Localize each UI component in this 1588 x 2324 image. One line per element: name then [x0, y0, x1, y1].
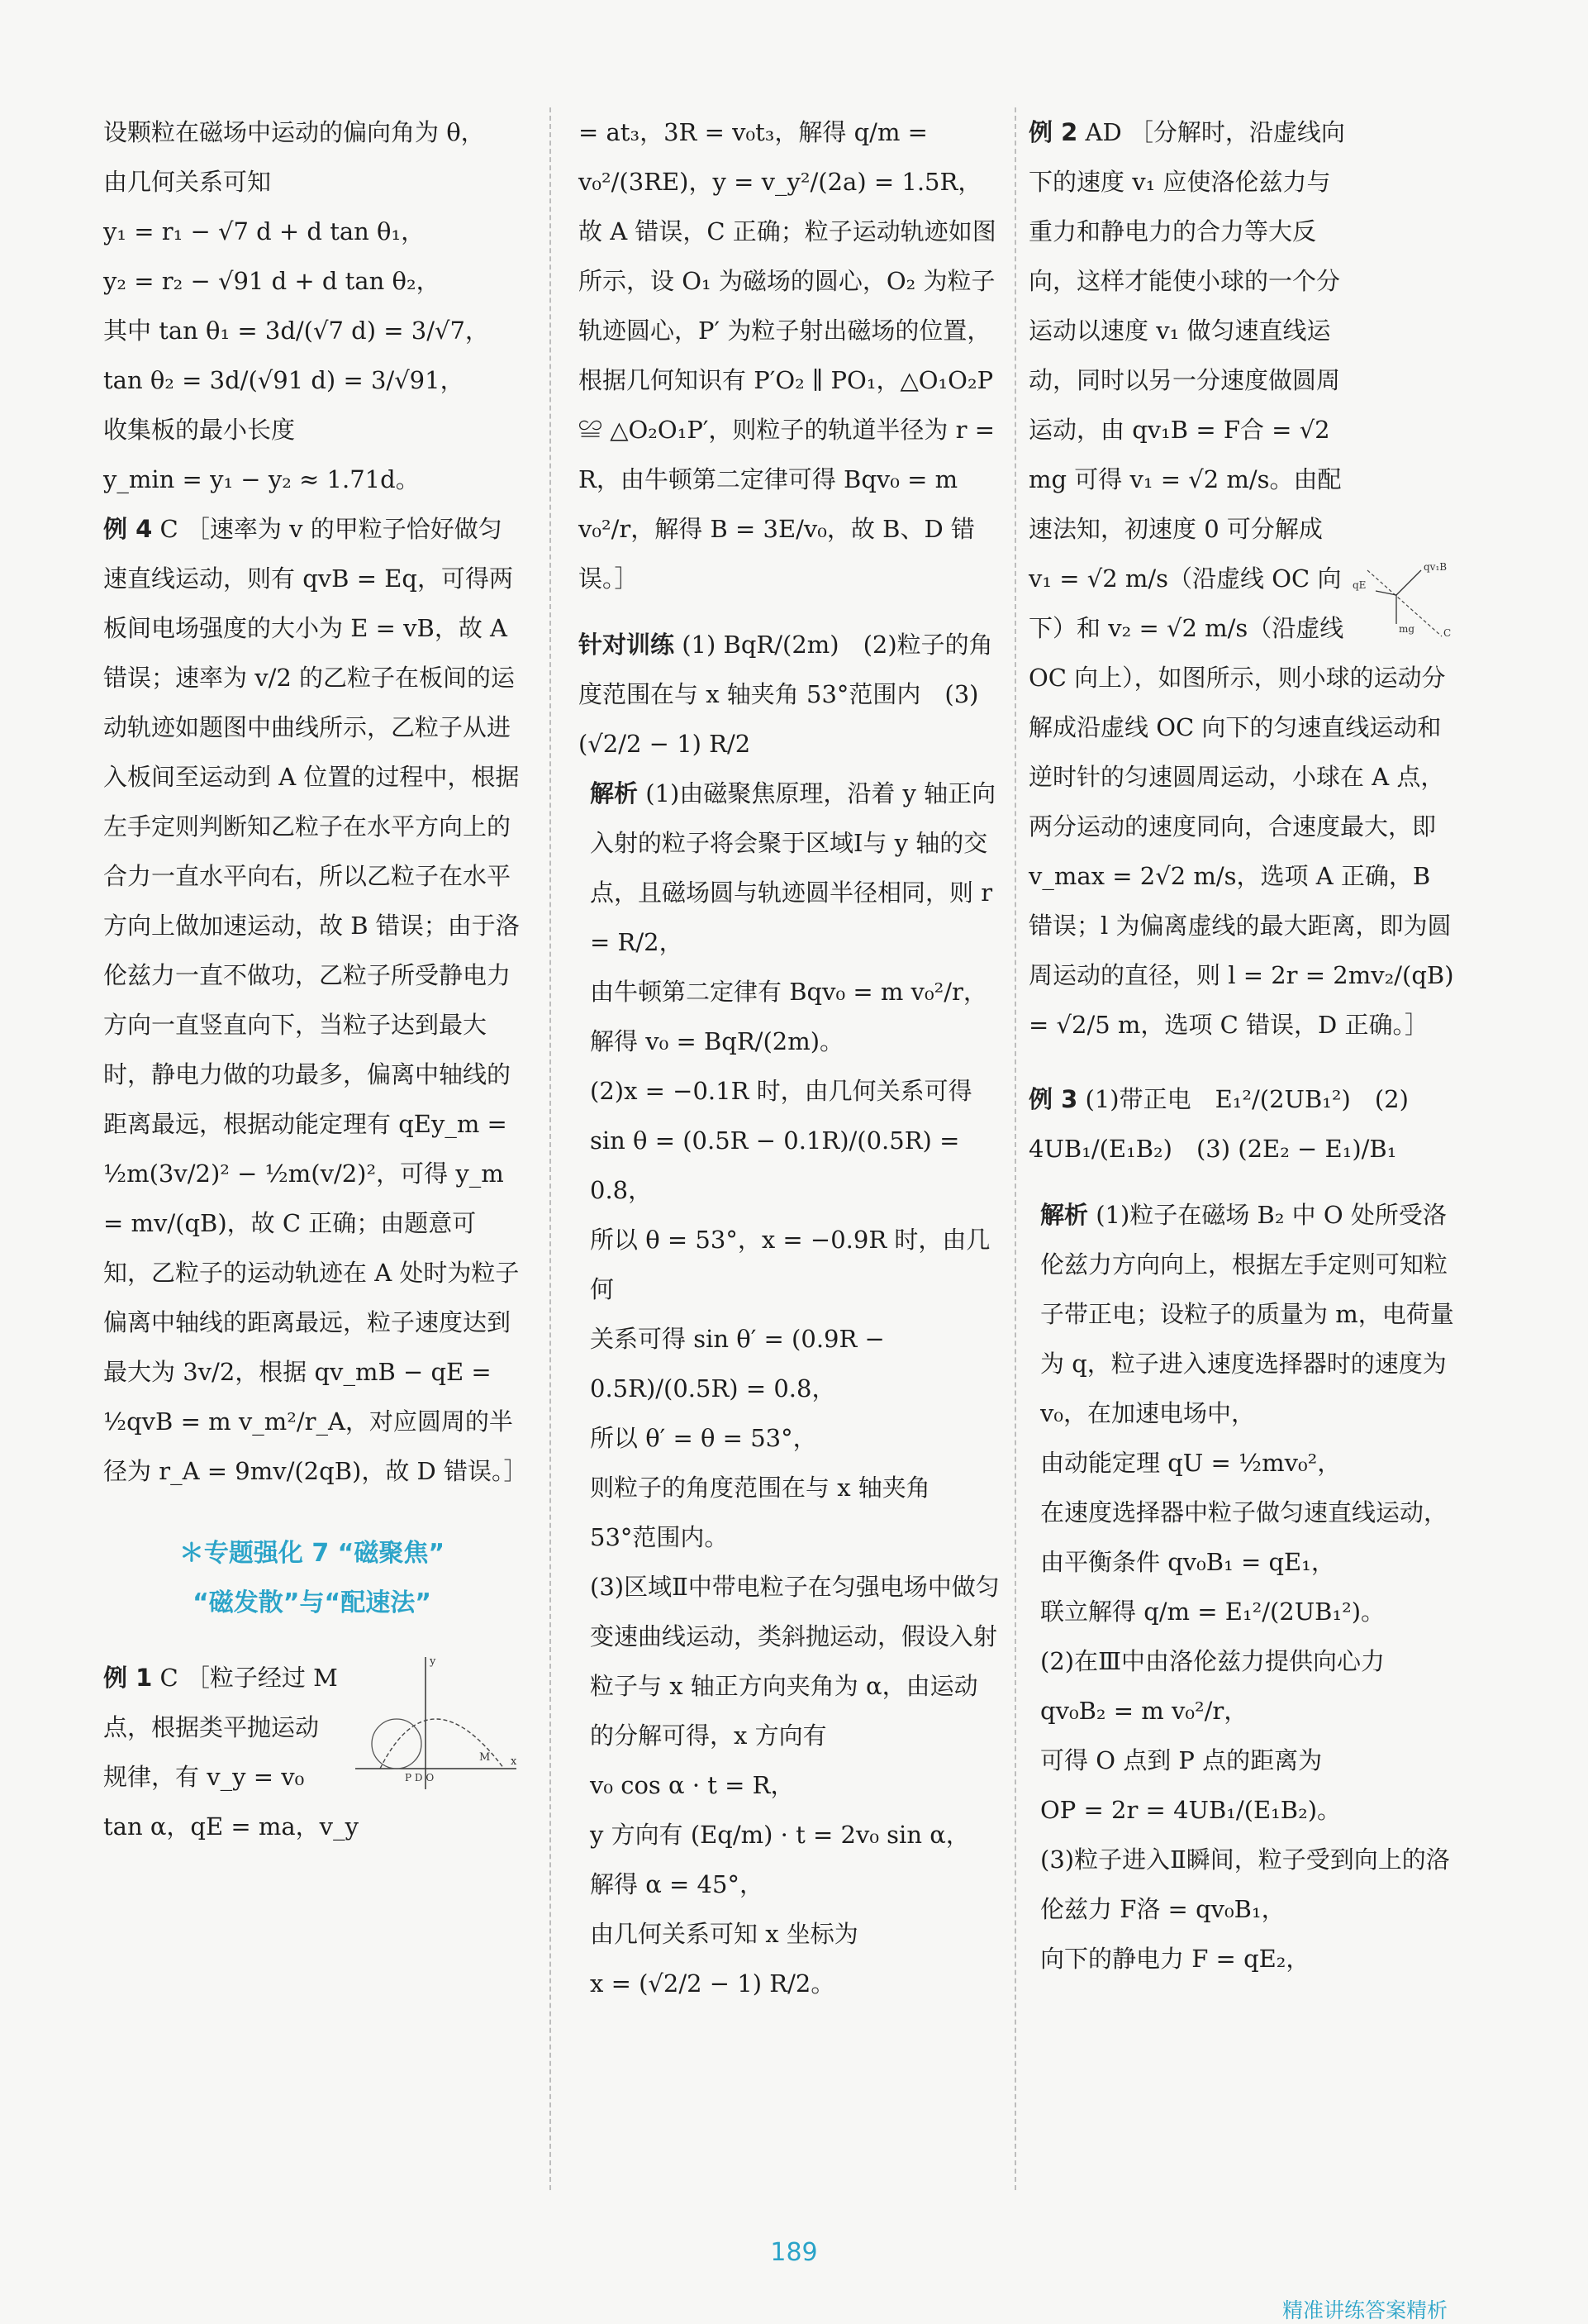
svg-text:x: x	[511, 1755, 517, 1768]
equation-line: v₀ cos α · t = R，	[590, 1771, 795, 1799]
svg-text:C: C	[1443, 627, 1452, 639]
text-line: 收集板的最小长度	[103, 416, 296, 444]
svg-text:P D O: P D O	[405, 1772, 435, 1783]
example-3	[1029, 1074, 1458, 1174]
equation-line: 向下的静电力 F = qE₂，	[1040, 1945, 1310, 1973]
analysis-label: 解析	[1040, 1201, 1089, 1229]
equation-line: y₂ = r₂ − √91 d + d tan θ₂，	[103, 267, 440, 295]
text-line: 由几何关系可知 x 坐标为	[590, 1920, 858, 1948]
equation-line: 关系可得 sin θ′ = (0.9R − 0.5R)/(0.5R) = 0.8，	[590, 1325, 885, 1402]
equation-line: y_min = y₁ − y₂ ≈ 1.71d。	[103, 465, 420, 493]
text-line: 由几何关系可知	[103, 168, 272, 196]
analysis	[1029, 1190, 1458, 1438]
drill-answer	[578, 620, 1000, 769]
equation-line: OP = 2r = 4UB₁/(E₁B₂)。	[1040, 1796, 1342, 1824]
page-number: 189	[770, 2238, 818, 2267]
example-label: 例 4	[103, 515, 153, 543]
text-line: (3)粒子进入Ⅱ瞬间，粒子受到向上的洛伦兹力 F洛 = qv₀B₁，	[1040, 1845, 1450, 1923]
column-2	[578, 107, 1000, 2008]
equation-line: y 方向有 (Eq/m) · t = 2v₀ sin α，	[590, 1821, 970, 1849]
column-1	[103, 107, 528, 1851]
text-line: (2)x = −0.1R 时，由几何关系可得	[590, 1077, 972, 1105]
column-divider	[549, 107, 551, 2190]
section-title-line-1: ＊专题强化 7 “磁聚焦”	[178, 1539, 445, 1568]
text-block: (3)区域Ⅱ中带电粒子在匀强电场中做匀变速曲线运动，类斜抛运动，假设入射粒子与 x 轴正方向夹角为 α，由运动的分解可得，x 方向有	[590, 1573, 1000, 1750]
equation-line: 由动能定理 qU = ½mv₀²，	[1040, 1449, 1342, 1477]
text-block: = at₃，3R = v₀t₃，解得 q/m = v₀²/(3RE)，y = v_y²/(2a) = 1.5R，故 A 错误，C 正确；粒子运动轨迹如图所示，设 O₁ 为磁场的圆心，O₂ 为粒子轨迹圆心，P′ 为粒子射出磁场的位置，根据几何知识有 P′O₂ ∥ PO₁，△O₁O₂P ≌ △O₂O₁P′，则粒子的轨道半径为 r = R，由牛顿第二定律可得 Bqv₀ = m v₀²/r，解得 B = 3E/v₀，故 B、D 错误。］	[578, 118, 996, 593]
example-label: 例 1	[103, 1664, 153, 1692]
equation-line: sin θ = (0.5R − 0.1R)/(0.5R) = 0.8，	[590, 1126, 960, 1204]
example-label: 例 2	[1029, 118, 1078, 146]
analysis	[578, 769, 1000, 967]
svg-text:qE: qE	[1353, 579, 1367, 591]
equation-line: 解得 v₀ = BqR/(2m)。	[590, 1027, 844, 1055]
text-line: 所以 θ = 53°，x = −0.9R 时，由几何	[590, 1226, 991, 1303]
column-divider	[1015, 107, 1016, 2190]
equation-line: tan θ₂ = 3d/(√91 d) = 3/√91，	[103, 366, 464, 394]
column-3	[1029, 107, 1458, 1983]
svg-text:M: M	[479, 1751, 491, 1764]
text-line: 53°范围内。	[590, 1523, 729, 1551]
footer-label: 精准讲练答案精析	[1281, 2298, 1448, 2322]
analysis-text: (1)由磁聚焦原理，沿着 y 轴正向入射的粒子将会聚于区域Ⅰ与 y 轴的交点，且磁场圆与轨迹圆半径相同，则 r = R/2，	[590, 779, 996, 956]
text-line: (2)在Ⅲ中由洛伦兹力提供向心力	[1040, 1647, 1386, 1675]
svg-text:qv₁B: qv₁B	[1424, 561, 1448, 573]
equation-line: qv₀B₂ = m v₀²/r，	[1040, 1697, 1248, 1725]
section-title	[103, 1529, 521, 1628]
equation-line: 由牛顿第二定律有 Bqv₀ = m v₀²/r，	[590, 978, 987, 1006]
svg-text:mg: mg	[1399, 623, 1415, 635]
example-text: AD ［分解时，沿虚线向下的速度 v₁ 应使洛伦兹力与重力和静电力的合力等大反向，这样才能使小球的一个分运动以速度 v₁ 做匀速直线运动，同时以另一分速度做圆周运动，由 qv₁B = F合 = √2 mg 可得 v₁ = √2 m/s。由配速法知，初速度 0 可分解成 v₁ = √2 m/s（沿虚线 OC 向下）和 v₂ = √2 m/s（沿虚线 OC 向上），如图所示，则小球的运动分解成沿虚线 OC 向下的匀速直线运动和逆时针的匀速圆周运动，小球在 A 点，两分运动的速度同向，合速度最大，即 v_max = 2√2 m/s，选项 A 正确，B 错误；l 为偏离虚线的最大距离，即为圆周运动的直径，则 l = 2r = 2mv₂/(qB) = √2/5 m，选项 C 错误，D 正确。］	[1029, 118, 1454, 1039]
text-line: 可得 O 点到 P 点的距离为	[1040, 1746, 1323, 1774]
equation-line: 其中 tan θ₁ = 3d/(√7 d) = 3/√7，	[103, 317, 489, 345]
equation-line: 解得 α = 45°，	[590, 1870, 763, 1898]
analysis-label: 解析	[590, 779, 639, 807]
example-label: 例 3	[1029, 1085, 1078, 1113]
equation-line: x = (√2/2 − 1) R/2。	[590, 1969, 835, 1998]
drill-text: (1) BqR/(2m) (2)粒子的角度范围在与 x 轴夹角 53°范围内 (3)(√2/2 − 1) R/2	[578, 631, 993, 758]
example-text: C ［速率为 v 的甲粒子恰好做匀速直线运动，则有 qvB = Eq，可得两板间电场强度的大小为 E = vB，故 A 错误；速率为 v/2 的乙粒子在板间的运动轨迹如题图中曲线所示，乙粒子从进入板间至运动到 A 位置的过程中，根据左手定则判断知乙粒子在水平方向上的合力一直水平向右，所以乙粒子在水平方向上做加速运动，故 B 错误；由于洛伦兹力一直不做功，乙粒子所受静电力方向一直竖直向下，当粒子达到最大时，静电力做的功最多，偏离中轴线的距离最远，根据动能定理有 qEy_m = ½m(3v/2)² − ½m(v/2)²，可得 y_m = mv/(qB)，故 C 正确；由题意可知，乙粒子的运动轨迹在 A 处时为粒子偏离中轴线的距离最远，粒子速度达到最大为 3v/2，根据 qv_mB − qE = ½qvB = m v_m²/r_A，对应圆周的半径为 r_A = 9mv/(2qB)，故 D 错误。］	[103, 515, 528, 1485]
text-line: 设颗粒在磁场中运动的偏向角为 θ，	[103, 118, 485, 146]
equation-line: y₁ = r₁ − √7 d + d tan θ₁，	[103, 217, 426, 245]
section-title-line-2: “磁发散”与“配速法”	[193, 1588, 431, 1617]
analysis-text: (1)粒子在磁场 B₂ 中 O 处所受洛伦兹力方向向上，根据左手定则可知粒子带正电；设粒子的质量为 m，电荷量为 q，粒子进入速度选择器时的速度为 v₀，在加速电场中，	[1040, 1201, 1454, 1427]
equation-line: 联立解得 q/m = E₁²/(2UB₁²)。	[1040, 1598, 1386, 1626]
velocity-decomposition-figure	[1351, 554, 1458, 645]
text-line: 则粒子的角度范围在与 x 轴夹角	[590, 1474, 930, 1502]
example-1	[103, 1653, 521, 1851]
magnetic-focus-figure	[347, 1653, 521, 1793]
example-text: C ［粒子经过 M 点，根据类平抛运动规律，有 v_y = v₀ tan α，qE = ma，v_y	[103, 1664, 359, 1841]
equation-line: 所以 θ′ = θ = 53°，	[590, 1424, 817, 1452]
svg-text:y: y	[430, 1655, 436, 1668]
drill-label: 针对训练	[578, 631, 675, 659]
example-4	[103, 504, 528, 1496]
example-2	[1029, 107, 1458, 1050]
text-line: 在速度选择器中粒子做匀速直线运动，由平衡条件 qv₀B₁ = qE₁，	[1040, 1498, 1448, 1576]
example-text: (1)带正电 E₁²/(2UB₁²) (2) 4UB₁/(E₁B₂) (3) (2E₂ − E₁)/B₁	[1029, 1085, 1409, 1163]
